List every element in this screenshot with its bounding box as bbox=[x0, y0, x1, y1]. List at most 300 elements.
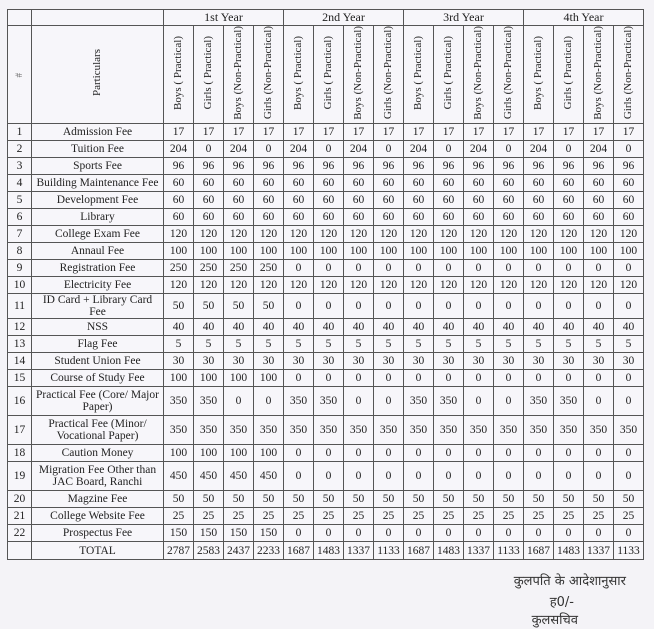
fee-cell: 204 bbox=[404, 141, 434, 158]
sub-column-header: Boys (Non-Practical) bbox=[344, 26, 374, 124]
sub-column-header: Boys ( Practical) bbox=[164, 26, 194, 124]
row-number: 13 bbox=[8, 336, 32, 353]
fee-cell: 60 bbox=[554, 175, 584, 192]
fee-cell: 60 bbox=[164, 175, 194, 192]
fee-cell: 96 bbox=[554, 158, 584, 175]
fee-structure-table bbox=[7, 9, 644, 560]
fee-cell: 0 bbox=[224, 387, 254, 416]
fee-cell: 204 bbox=[344, 141, 374, 158]
fee-cell: 0 bbox=[344, 370, 374, 387]
fee-cell: 0 bbox=[314, 445, 344, 462]
fee-cell: 350 bbox=[404, 416, 434, 445]
fee-cell: 120 bbox=[374, 226, 404, 243]
fee-cell: 250 bbox=[254, 260, 284, 277]
row-number: 19 bbox=[8, 462, 32, 491]
year-4-header: 4th Year bbox=[524, 10, 644, 26]
fee-cell: 25 bbox=[404, 508, 434, 525]
total-cell: 1687 bbox=[404, 542, 434, 560]
fee-cell: 40 bbox=[524, 319, 554, 336]
sub-column-header: Girls ( Practical) bbox=[434, 26, 464, 124]
fee-cell: 96 bbox=[224, 158, 254, 175]
row-number: 7 bbox=[8, 226, 32, 243]
fee-cell: 50 bbox=[254, 491, 284, 508]
fee-cell: 17 bbox=[554, 124, 584, 141]
fee-cell: 0 bbox=[314, 370, 344, 387]
fee-cell: 120 bbox=[614, 277, 644, 294]
fee-cell: 0 bbox=[464, 260, 494, 277]
particular-name: Annaul Fee bbox=[32, 243, 164, 260]
fee-cell: 350 bbox=[344, 416, 374, 445]
fee-cell: 0 bbox=[524, 260, 554, 277]
fee-cell: 0 bbox=[434, 462, 464, 491]
fee-cell: 0 bbox=[284, 445, 314, 462]
fee-cell: 50 bbox=[164, 491, 194, 508]
fee-cell: 60 bbox=[464, 175, 494, 192]
fee-cell: 0 bbox=[404, 260, 434, 277]
fee-cell: 30 bbox=[284, 353, 314, 370]
fee-cell: 5 bbox=[314, 336, 344, 353]
fee-cell: 100 bbox=[164, 445, 194, 462]
row-number: 6 bbox=[8, 209, 32, 226]
fee-cell: 40 bbox=[464, 319, 494, 336]
particular-name: College Website Fee bbox=[32, 508, 164, 525]
fee-cell: 96 bbox=[614, 158, 644, 175]
row-number: 8 bbox=[8, 243, 32, 260]
fee-cell: 100 bbox=[164, 370, 194, 387]
fee-cell: 100 bbox=[194, 243, 224, 260]
fee-cell: 120 bbox=[434, 277, 464, 294]
fee-cell: 0 bbox=[464, 387, 494, 416]
fee-cell: 120 bbox=[164, 277, 194, 294]
fee-cell: 0 bbox=[524, 462, 554, 491]
fee-cell: 0 bbox=[524, 370, 554, 387]
fee-cell: 50 bbox=[404, 491, 434, 508]
fee-cell: 60 bbox=[494, 209, 524, 226]
fee-cell: 30 bbox=[344, 353, 374, 370]
particular-name: Building Maintenance Fee bbox=[32, 175, 164, 192]
fee-cell: 0 bbox=[464, 525, 494, 542]
fee-cell: 0 bbox=[284, 260, 314, 277]
fee-cell: 0 bbox=[404, 370, 434, 387]
fee-cell: 0 bbox=[434, 525, 464, 542]
fee-cell: 0 bbox=[374, 294, 404, 319]
sub-column-header: Boys (Non-Practical) bbox=[584, 26, 614, 124]
total-cell: 1337 bbox=[344, 542, 374, 560]
fee-cell: 96 bbox=[494, 158, 524, 175]
fee-cell: 25 bbox=[284, 508, 314, 525]
fee-cell: 350 bbox=[194, 416, 224, 445]
fee-cell: 100 bbox=[374, 243, 404, 260]
total-cell: 2233 bbox=[254, 542, 284, 560]
table-row bbox=[8, 226, 644, 243]
fee-cell: 40 bbox=[554, 319, 584, 336]
total-cell: 1687 bbox=[524, 542, 554, 560]
fee-cell: 0 bbox=[494, 260, 524, 277]
fee-cell: 0 bbox=[344, 445, 374, 462]
fee-cell: 60 bbox=[554, 192, 584, 209]
fee-cell: 60 bbox=[404, 175, 434, 192]
fee-cell: 5 bbox=[464, 336, 494, 353]
fee-cell: 5 bbox=[494, 336, 524, 353]
fee-cell: 0 bbox=[524, 294, 554, 319]
sub-header-row bbox=[8, 26, 644, 124]
fee-cell: 350 bbox=[224, 416, 254, 445]
fee-cell: 30 bbox=[554, 353, 584, 370]
table-row bbox=[8, 370, 644, 387]
fee-cell: 350 bbox=[524, 387, 554, 416]
fee-cell: 30 bbox=[584, 353, 614, 370]
total-cell: 1483 bbox=[554, 542, 584, 560]
fee-cell: 0 bbox=[374, 462, 404, 491]
fee-cell: 0 bbox=[584, 370, 614, 387]
fee-cell: 120 bbox=[344, 226, 374, 243]
fee-cell: 60 bbox=[374, 209, 404, 226]
fee-cell: 150 bbox=[254, 525, 284, 542]
fee-cell: 50 bbox=[284, 491, 314, 508]
row-number: 20 bbox=[8, 491, 32, 508]
fee-cell: 350 bbox=[314, 387, 344, 416]
fee-cell: 0 bbox=[284, 294, 314, 319]
fee-cell: 60 bbox=[314, 192, 344, 209]
fee-cell: 0 bbox=[344, 525, 374, 542]
fee-cell: 350 bbox=[254, 416, 284, 445]
fee-cell: 0 bbox=[374, 260, 404, 277]
fee-cell: 0 bbox=[404, 525, 434, 542]
fee-cell: 204 bbox=[524, 141, 554, 158]
fee-cell: 60 bbox=[344, 192, 374, 209]
fee-cell: 100 bbox=[254, 243, 284, 260]
fee-cell: 100 bbox=[254, 370, 284, 387]
fee-cell: 96 bbox=[194, 158, 224, 175]
year-1-header: 1st Year bbox=[164, 10, 284, 26]
fee-cell: 350 bbox=[584, 416, 614, 445]
fee-cell: 96 bbox=[464, 158, 494, 175]
fee-cell: 350 bbox=[194, 387, 224, 416]
fee-cell: 17 bbox=[314, 124, 344, 141]
fee-cell: 120 bbox=[284, 226, 314, 243]
fee-cell: 350 bbox=[434, 416, 464, 445]
fee-cell: 60 bbox=[584, 175, 614, 192]
fee-cell: 17 bbox=[284, 124, 314, 141]
year-header-row bbox=[8, 10, 644, 26]
fee-cell: 60 bbox=[614, 209, 644, 226]
fee-cell: 40 bbox=[344, 319, 374, 336]
total-cell: 1133 bbox=[614, 542, 644, 560]
fee-cell: 350 bbox=[434, 387, 464, 416]
particulars-header: Particulars bbox=[32, 26, 164, 124]
fee-cell: 60 bbox=[314, 175, 344, 192]
table-row bbox=[8, 141, 644, 158]
table-row bbox=[8, 416, 644, 445]
fee-cell: 204 bbox=[584, 141, 614, 158]
sub-column-header: Boys ( Practical) bbox=[284, 26, 314, 124]
fee-cell: 0 bbox=[614, 260, 644, 277]
fee-cell: 120 bbox=[314, 277, 344, 294]
particular-name: Practical Fee (Core/ Major Paper) bbox=[32, 387, 164, 416]
fee-cell: 0 bbox=[524, 445, 554, 462]
fee-cell: 0 bbox=[494, 445, 524, 462]
fee-cell: 450 bbox=[164, 462, 194, 491]
fee-cell: 0 bbox=[494, 294, 524, 319]
fee-cell: 120 bbox=[224, 226, 254, 243]
fee-cell: 50 bbox=[554, 491, 584, 508]
fee-cell: 0 bbox=[254, 141, 284, 158]
fee-cell: 204 bbox=[464, 141, 494, 158]
fee-cell: 17 bbox=[224, 124, 254, 141]
fee-cell: 450 bbox=[254, 462, 284, 491]
fee-cell: 350 bbox=[284, 387, 314, 416]
fee-cell: 5 bbox=[254, 336, 284, 353]
fee-cell: 100 bbox=[224, 445, 254, 462]
fee-cell: 60 bbox=[224, 209, 254, 226]
fee-cell: 30 bbox=[434, 353, 464, 370]
sub-column-header: Girls (Non-Practical) bbox=[374, 26, 404, 124]
table-row bbox=[8, 192, 644, 209]
fee-cell: 25 bbox=[494, 508, 524, 525]
total-row bbox=[8, 542, 644, 560]
table-row bbox=[8, 243, 644, 260]
fee-cell: 100 bbox=[224, 370, 254, 387]
particular-name: Flag Fee bbox=[32, 336, 164, 353]
fee-cell: 120 bbox=[344, 277, 374, 294]
fee-cell: 150 bbox=[194, 525, 224, 542]
fee-cell: 350 bbox=[374, 416, 404, 445]
fee-cell: 5 bbox=[614, 336, 644, 353]
particular-name: Migration Fee Other than JAC Board, Ranchi bbox=[32, 462, 164, 491]
fee-cell: 50 bbox=[584, 491, 614, 508]
sub-column-header: Boys (Non-Practical) bbox=[224, 26, 254, 124]
row-number: 11 bbox=[8, 294, 32, 319]
fee-cell: 17 bbox=[254, 124, 284, 141]
fee-cell: 0 bbox=[494, 525, 524, 542]
fee-cell: 60 bbox=[314, 209, 344, 226]
fee-cell: 100 bbox=[254, 445, 284, 462]
fee-cell: 120 bbox=[164, 226, 194, 243]
fee-cell: 120 bbox=[494, 277, 524, 294]
fee-cell: 0 bbox=[254, 387, 284, 416]
fee-cell: 96 bbox=[584, 158, 614, 175]
row-number: 21 bbox=[8, 508, 32, 525]
fee-cell: 50 bbox=[464, 491, 494, 508]
fee-cell: 40 bbox=[224, 319, 254, 336]
fee-cell: 0 bbox=[374, 445, 404, 462]
fee-cell: 60 bbox=[374, 192, 404, 209]
fee-cell: 60 bbox=[254, 192, 284, 209]
table-row bbox=[8, 491, 644, 508]
total-cell: 1483 bbox=[314, 542, 344, 560]
table-row bbox=[8, 387, 644, 416]
fee-cell: 0 bbox=[554, 141, 584, 158]
fee-cell: 0 bbox=[464, 370, 494, 387]
fee-cell: 60 bbox=[524, 175, 554, 192]
fee-cell: 120 bbox=[194, 277, 224, 294]
fee-cell: 0 bbox=[554, 445, 584, 462]
fee-cell: 60 bbox=[464, 209, 494, 226]
fee-cell: 60 bbox=[194, 175, 224, 192]
row-number: 22 bbox=[8, 525, 32, 542]
fee-cell: 350 bbox=[164, 416, 194, 445]
fee-cell: 25 bbox=[374, 508, 404, 525]
fee-cell: 0 bbox=[494, 141, 524, 158]
fee-cell: 100 bbox=[284, 243, 314, 260]
fee-cell: 100 bbox=[464, 243, 494, 260]
table-row bbox=[8, 158, 644, 175]
particular-name: Practical Fee (Minor/ Vocational Paper) bbox=[32, 416, 164, 445]
fee-cell: 120 bbox=[314, 226, 344, 243]
fee-cell: 120 bbox=[404, 226, 434, 243]
fee-cell: 60 bbox=[224, 192, 254, 209]
fee-cell: 60 bbox=[254, 209, 284, 226]
fee-cell: 100 bbox=[194, 370, 224, 387]
fee-cell: 120 bbox=[554, 226, 584, 243]
fee-cell: 120 bbox=[524, 226, 554, 243]
fee-cell: 0 bbox=[464, 445, 494, 462]
row-number: 17 bbox=[8, 416, 32, 445]
fee-cell: 25 bbox=[524, 508, 554, 525]
particular-name: Registration Fee bbox=[32, 260, 164, 277]
fee-cell: 96 bbox=[284, 158, 314, 175]
fee-cell: 350 bbox=[524, 416, 554, 445]
fee-cell: 60 bbox=[344, 175, 374, 192]
fee-cell: 0 bbox=[494, 462, 524, 491]
fee-cell: 25 bbox=[584, 508, 614, 525]
fee-cell: 204 bbox=[284, 141, 314, 158]
table-row bbox=[8, 175, 644, 192]
fee-cell: 60 bbox=[284, 175, 314, 192]
fee-cell: 0 bbox=[584, 525, 614, 542]
fee-cell: 0 bbox=[584, 462, 614, 491]
fee-cell: 17 bbox=[404, 124, 434, 141]
fee-cell: 50 bbox=[224, 294, 254, 319]
fee-cell: 25 bbox=[314, 508, 344, 525]
fee-cell: 120 bbox=[464, 226, 494, 243]
particular-name: Electricity Fee bbox=[32, 277, 164, 294]
fee-cell: 25 bbox=[164, 508, 194, 525]
fee-cell: 0 bbox=[584, 294, 614, 319]
fee-cell: 0 bbox=[284, 525, 314, 542]
fee-cell: 60 bbox=[524, 192, 554, 209]
fee-cell: 0 bbox=[284, 370, 314, 387]
fee-cell: 96 bbox=[314, 158, 344, 175]
fee-cell: 0 bbox=[404, 294, 434, 319]
fee-cell: 100 bbox=[434, 243, 464, 260]
fee-cell: 96 bbox=[404, 158, 434, 175]
row-number: 3 bbox=[8, 158, 32, 175]
particular-name: College Exam Fee bbox=[32, 226, 164, 243]
fee-cell: 60 bbox=[614, 192, 644, 209]
fee-cell: 0 bbox=[314, 462, 344, 491]
fee-cell: 120 bbox=[434, 226, 464, 243]
fee-cell: 50 bbox=[164, 294, 194, 319]
fee-cell: 50 bbox=[314, 491, 344, 508]
row-number: 4 bbox=[8, 175, 32, 192]
fee-cell: 5 bbox=[524, 336, 554, 353]
sub-column-header: Boys ( Practical) bbox=[404, 26, 434, 124]
fee-cell: 25 bbox=[224, 508, 254, 525]
row-number: 2 bbox=[8, 141, 32, 158]
fee-cell: 50 bbox=[494, 491, 524, 508]
year-2-header: 2nd Year bbox=[284, 10, 404, 26]
fee-cell: 0 bbox=[194, 141, 224, 158]
fee-cell: 0 bbox=[344, 294, 374, 319]
fee-cell: 120 bbox=[404, 277, 434, 294]
fee-cell: 100 bbox=[614, 243, 644, 260]
fee-cell: 50 bbox=[194, 491, 224, 508]
fee-cell: 5 bbox=[164, 336, 194, 353]
fee-cell: 0 bbox=[464, 462, 494, 491]
particular-name: Sports Fee bbox=[32, 158, 164, 175]
fee-cell: 60 bbox=[164, 192, 194, 209]
sub-column-header: Girls ( Practical) bbox=[554, 26, 584, 124]
fee-cell: 60 bbox=[434, 175, 464, 192]
fee-cell: 100 bbox=[494, 243, 524, 260]
fee-cell: 40 bbox=[164, 319, 194, 336]
fee-cell: 350 bbox=[314, 416, 344, 445]
fee-cell: 30 bbox=[194, 353, 224, 370]
table-row bbox=[8, 525, 644, 542]
fee-cell: 120 bbox=[374, 277, 404, 294]
fee-cell: 40 bbox=[614, 319, 644, 336]
signature-registrar-line: कुलसचिव bbox=[531, 613, 578, 628]
table-row bbox=[8, 124, 644, 141]
fee-cell: 30 bbox=[614, 353, 644, 370]
fee-cell: 150 bbox=[224, 525, 254, 542]
fee-cell: 60 bbox=[194, 192, 224, 209]
fee-cell: 120 bbox=[494, 226, 524, 243]
fee-cell: 0 bbox=[554, 462, 584, 491]
fee-cell: 60 bbox=[404, 192, 434, 209]
fee-cell: 100 bbox=[404, 243, 434, 260]
fee-cell: 100 bbox=[194, 445, 224, 462]
fee-cell: 0 bbox=[614, 294, 644, 319]
fee-cell: 50 bbox=[254, 294, 284, 319]
fee-cell: 350 bbox=[284, 416, 314, 445]
fee-cell: 40 bbox=[494, 319, 524, 336]
fee-cell: 250 bbox=[194, 260, 224, 277]
fee-cell: 350 bbox=[494, 416, 524, 445]
fee-cell: 25 bbox=[434, 508, 464, 525]
fee-cell: 40 bbox=[254, 319, 284, 336]
fee-cell: 5 bbox=[434, 336, 464, 353]
fee-cell: 60 bbox=[254, 175, 284, 192]
sub-column-header: Girls (Non-Practical) bbox=[614, 26, 644, 124]
fee-cell: 0 bbox=[614, 445, 644, 462]
fee-cell: 120 bbox=[464, 277, 494, 294]
fee-cell: 0 bbox=[314, 260, 344, 277]
fee-cell: 60 bbox=[194, 209, 224, 226]
fee-cell: 350 bbox=[404, 387, 434, 416]
fee-cell: 120 bbox=[224, 277, 254, 294]
sub-column-header: Girls ( Practical) bbox=[314, 26, 344, 124]
fee-cell: 30 bbox=[374, 353, 404, 370]
fee-cell: 120 bbox=[194, 226, 224, 243]
table-row bbox=[8, 319, 644, 336]
fee-cell: 40 bbox=[314, 319, 344, 336]
fee-cell: 0 bbox=[614, 525, 644, 542]
total-cell: 1337 bbox=[584, 542, 614, 560]
fee-cell: 50 bbox=[344, 491, 374, 508]
fee-cell: 120 bbox=[254, 277, 284, 294]
particular-name: Development Fee bbox=[32, 192, 164, 209]
fee-cell: 0 bbox=[554, 370, 584, 387]
fee-cell: 60 bbox=[164, 209, 194, 226]
fee-cell: 96 bbox=[434, 158, 464, 175]
table-row bbox=[8, 260, 644, 277]
fee-cell: 5 bbox=[554, 336, 584, 353]
fee-cell: 60 bbox=[284, 209, 314, 226]
fee-cell: 17 bbox=[374, 124, 404, 141]
particular-name: Course of Study Fee bbox=[32, 370, 164, 387]
